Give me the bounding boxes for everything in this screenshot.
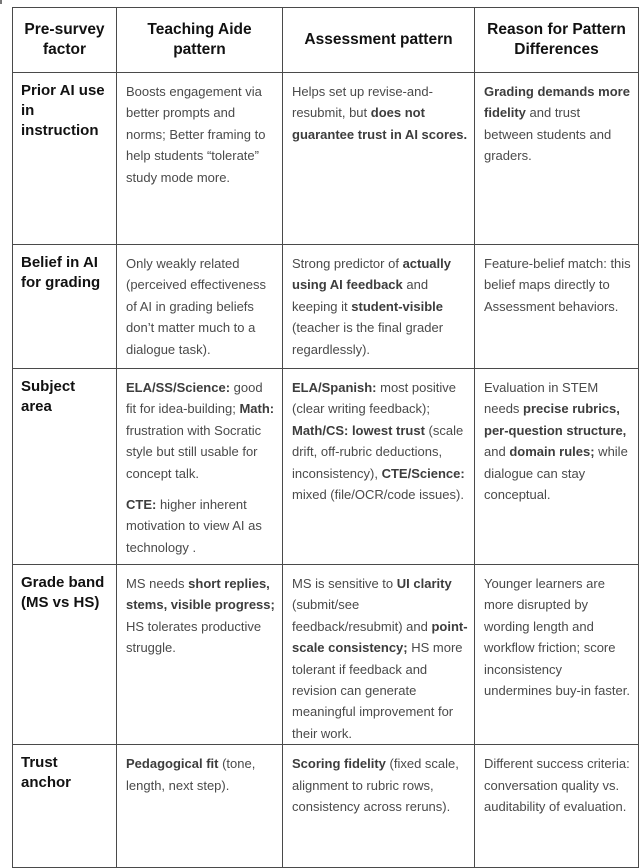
factor-cell: Grade band (MS vs HS) xyxy=(13,565,117,745)
header-row xyxy=(13,8,639,73)
header-reason: Reason for Pattern Differences xyxy=(475,8,639,73)
factor-cell: Belief in AI for grading xyxy=(13,245,117,369)
emphasis-text: Scoring fidelity xyxy=(292,756,386,772)
reason-cell xyxy=(475,245,639,369)
emphasis-text: CTE: xyxy=(126,497,157,513)
table-row xyxy=(13,73,639,245)
emphasis-text: CTE/Science: xyxy=(381,465,465,481)
factor-cell: Trust anchor xyxy=(13,745,117,868)
emphasis-text: domain rules; xyxy=(509,444,595,460)
cell-paragraph: Different success criteria: conversation quality vs. auditability of evaluation. xyxy=(484,756,630,815)
reason-cell xyxy=(475,565,639,745)
cell-paragraph: ELA/SS/Science: good fit for idea-building; Math: frustration with Socratic style but still usable for concept talk. xyxy=(126,380,275,481)
teaching-cell xyxy=(117,245,283,369)
header-assessment: Assessment pattern xyxy=(283,8,475,73)
assessment-cell xyxy=(283,565,475,745)
emphasis-text: Pedagogical fit xyxy=(126,756,219,772)
cell-paragraph: Feature-belief match: this belief maps directly to Assessment behaviors. xyxy=(484,256,631,314)
assessment-cell xyxy=(283,369,475,565)
top-edge-mark xyxy=(0,0,2,4)
emphasis-text: student-visible xyxy=(351,298,444,314)
table-row xyxy=(13,369,639,565)
table-row xyxy=(13,745,639,868)
comparison-table xyxy=(12,7,639,868)
emphasis-text: UI clarity xyxy=(396,576,452,591)
teaching-cell xyxy=(117,565,283,745)
cell-paragraph: Strong predictor of actually using AI feedback and keeping it student-visible (teacher is the final grader regardlessly). xyxy=(292,256,451,357)
emphasis-text: Grading demands more fidelity xyxy=(484,84,630,121)
cell-paragraph: MS is sensitive to UI clarity (submit/see feedback/resubmit) and point-scale consistency; HS more tolerant if feedback and revision can generate meaningful improvement for their work. xyxy=(292,576,468,741)
header-factor: Pre-survey factor xyxy=(13,8,117,73)
teaching-cell xyxy=(117,745,283,868)
cell-paragraph: Boosts engagement via better prompts and norms; Better framing to help students “tolerate” study mode more. xyxy=(126,84,266,185)
assessment-cell xyxy=(283,245,475,369)
cell-paragraph: ELA/Spanish: most positive (clear writing feedback); Math/CS: lowest trust (scale drift, off-rubric deductions, inconsistency), CTE/Science: mixed (file/OCR/code issues). xyxy=(292,380,465,503)
reason-cell xyxy=(475,369,639,565)
cell-paragraph: Evaluation in STEM needs precise rubrics, per-question structure, and domain rules; while dialogue can stay conceptual. xyxy=(484,380,628,503)
header-teaching-aide: Teaching Aide pattern xyxy=(117,8,283,73)
cell-paragraph: Pedagogical fit (tone, length, next step). xyxy=(126,756,256,793)
cell-paragraph: Helps set up revise-and-resubmit, but does not guarantee trust in AI scores. xyxy=(292,84,468,142)
emphasis-text: precise rubrics, per-question structure, xyxy=(484,401,627,438)
emphasis-text: Math: xyxy=(239,401,275,417)
emphasis-text: short replies, stems, visible progress; xyxy=(126,576,275,613)
emphasis-text: point-scale consistency; xyxy=(292,618,468,656)
cell-paragraph: CTE: higher inherent motivation to view AI as technology . xyxy=(126,497,262,555)
cell-paragraph: Grading demands more fidelity and trust between students and graders. xyxy=(484,84,630,164)
factor-cell: Prior AI use in instruction xyxy=(13,73,117,245)
table-row xyxy=(13,565,639,745)
table-row xyxy=(13,245,639,369)
teaching-cell xyxy=(117,369,283,565)
teaching-cell xyxy=(117,73,283,245)
assessment-cell xyxy=(283,73,475,245)
cell-paragraph: Only weakly related (perceived effectiveness of AI in grading beliefs don’t matter much to a dialogue task). xyxy=(126,256,266,357)
emphasis-text: does not guarantee trust in AI scores. xyxy=(292,105,468,142)
cell-paragraph: MS needs short replies, stems, visible progress; HS tolerates productive struggle. xyxy=(126,576,275,656)
emphasis-text: Math/CS: lowest trust xyxy=(292,422,425,438)
emphasis-text: ELA/SS/Science: xyxy=(126,380,231,395)
assessment-cell xyxy=(283,745,475,868)
emphasis-text: actually using AI feedback xyxy=(292,256,451,293)
emphasis-text: ELA/Spanish: xyxy=(292,380,377,395)
reason-cell xyxy=(475,73,639,245)
reason-cell xyxy=(475,745,639,868)
cell-paragraph: Younger learners are more disrupted by wording length and workflow friction; score inconsistency undermines buy-in faster. xyxy=(484,576,630,699)
cell-paragraph: Scoring fidelity (fixed scale, alignment to rubric rows, consistency across reruns). xyxy=(292,756,459,815)
factor-cell: Subject area xyxy=(13,369,117,565)
